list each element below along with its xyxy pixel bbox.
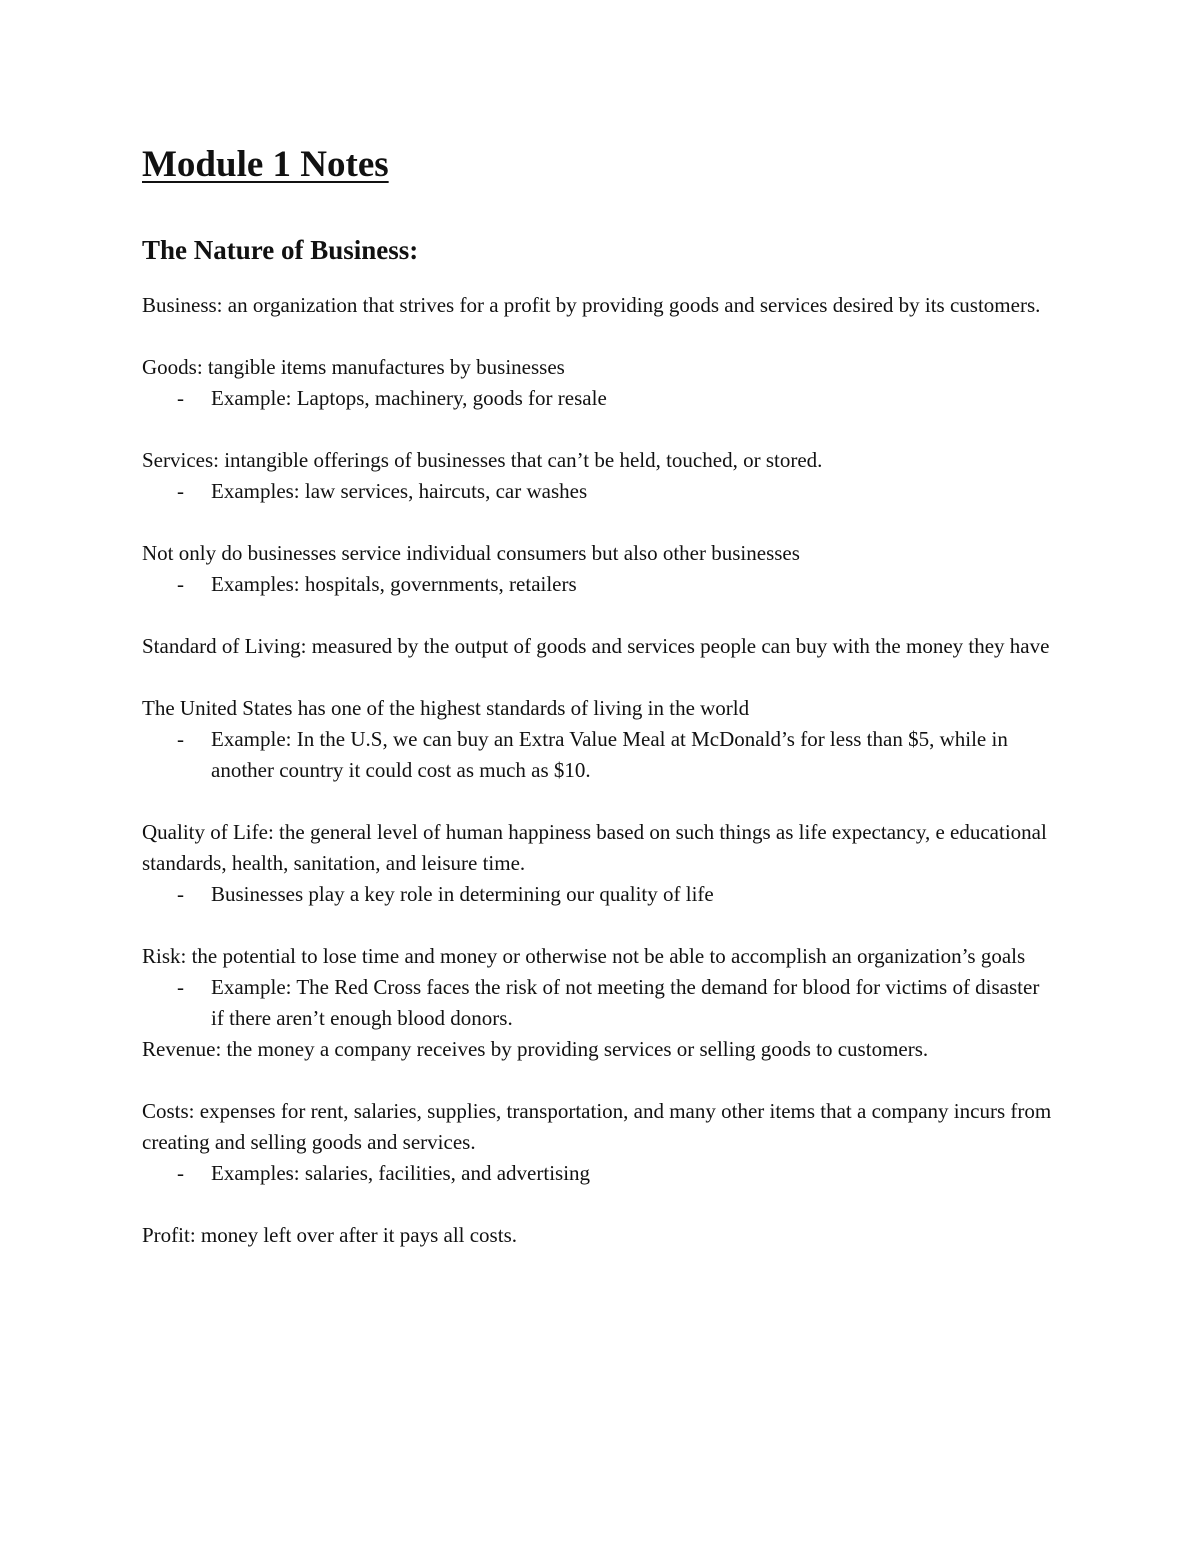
bullet-item xyxy=(142,879,1057,910)
dash-icon: - xyxy=(177,975,184,999)
bullet-text: Examples: hospitals, governments, retailers xyxy=(211,572,577,596)
note-block xyxy=(142,693,1057,786)
note-block xyxy=(142,1096,1057,1189)
spacer xyxy=(142,786,1057,817)
bullet-text: Example: Laptops, machinery, goods for resale xyxy=(211,386,607,410)
bullet-item xyxy=(142,972,1057,1034)
note-block xyxy=(142,538,1057,600)
spacer xyxy=(142,600,1057,631)
spacer xyxy=(142,910,1057,941)
bullet-item xyxy=(142,383,1057,414)
note-block xyxy=(142,1220,1057,1251)
note-block xyxy=(142,1034,1057,1065)
note-paragraph: Goods: tangible items manufactures by businesses xyxy=(142,355,565,379)
note-block xyxy=(142,352,1057,414)
bullet-text: Businesses play a key role in determining our quality of life xyxy=(211,882,714,906)
note-block xyxy=(142,941,1057,1034)
dash-icon: - xyxy=(177,882,184,906)
bullet-list xyxy=(142,879,1057,910)
bullet-item xyxy=(142,724,1057,786)
bullet-list xyxy=(142,972,1057,1034)
spacer xyxy=(142,1065,1057,1096)
note-paragraph: Risk: the potential to lose time and money or otherwise not be able to accomplish an organization’s goals xyxy=(142,944,1026,968)
dash-icon: - xyxy=(177,572,184,596)
spacer xyxy=(142,1189,1057,1220)
bullet-text: Examples: law services, haircuts, car washes xyxy=(211,479,588,503)
document-title: Module 1 Notes xyxy=(142,144,389,185)
note-paragraph: Business: an organization that strives for a profit by providing goods and services desired by its customers. xyxy=(142,293,1041,317)
note-paragraph: Not only do businesses service individual consumers but also other businesses xyxy=(142,541,800,565)
note-paragraph: Quality of Life: the general level of human happiness based on such things as life expectancy, e educational standards, health, sanitation, and leisure time. xyxy=(142,820,1047,875)
note-paragraph: Costs: expenses for rent, salaries, supplies, transportation, and many other items that a company incurs from creating and selling goods and services. xyxy=(142,1099,1052,1154)
spacer xyxy=(142,507,1057,538)
spacer xyxy=(142,321,1057,352)
bullet-list xyxy=(142,476,1057,507)
dash-icon: - xyxy=(177,386,184,410)
dash-icon: - xyxy=(177,479,184,503)
bullet-text: Examples: salaries, facilities, and advertising xyxy=(211,1161,591,1185)
bullet-list xyxy=(142,383,1057,414)
dash-icon: - xyxy=(177,727,184,751)
bullet-list xyxy=(142,569,1057,600)
note-block xyxy=(142,631,1057,662)
bullet-item xyxy=(142,476,1057,507)
note-paragraph: Standard of Living: measured by the output of goods and services people can buy with the money they have xyxy=(142,634,1050,658)
bullet-text: Example: The Red Cross faces the risk of not meeting the demand for blood for victims of disaster if there aren’t enough blood donors. xyxy=(211,975,1040,1030)
note-paragraph: Profit: money left over after it pays all costs. xyxy=(142,1223,517,1247)
note-block xyxy=(142,290,1057,321)
spacer xyxy=(142,270,1057,290)
bullet-list xyxy=(142,724,1057,786)
note-paragraph: Revenue: the money a company receives by providing services or selling goods to customers. xyxy=(142,1037,929,1061)
note-block xyxy=(142,445,1057,507)
bullet-list xyxy=(142,1158,1057,1189)
bullet-text: Example: In the U.S, we can buy an Extra Value Meal at McDonald’s for less than $5, while in another country it could cost as much as $10. xyxy=(211,727,1008,782)
dash-icon: - xyxy=(177,1161,184,1185)
spacer xyxy=(142,662,1057,693)
bullet-item xyxy=(142,569,1057,600)
note-block xyxy=(142,817,1057,910)
spacer xyxy=(142,414,1057,445)
note-paragraph: The United States has one of the highest standards of living in the world xyxy=(142,696,750,720)
notes-body xyxy=(142,270,1057,1251)
document-page xyxy=(142,140,1057,1251)
bullet-item xyxy=(142,1158,1057,1189)
section-heading: The Nature of Business: xyxy=(142,235,419,265)
note-paragraph: Services: intangible offerings of businesses that can’t be held, touched, or stored. xyxy=(142,448,823,472)
